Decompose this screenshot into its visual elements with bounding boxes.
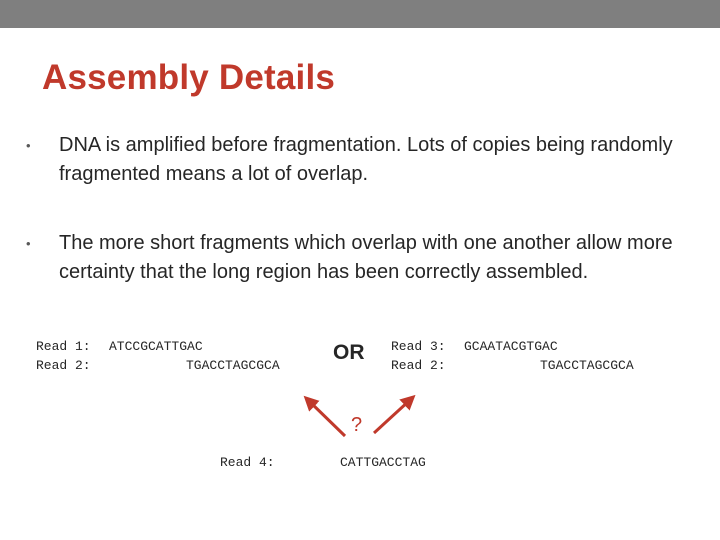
read4-sequence: CATTGACCTAG (340, 455, 426, 470)
read4-label: Read 4: (220, 455, 275, 470)
bullet-marker: • (26, 236, 31, 251)
read1-sequence: ATCCGCATTGAC (109, 339, 203, 354)
read2-label-right: Read 2: (391, 358, 446, 373)
bullet-item (26, 131, 686, 189)
read3-label: Read 3: (391, 339, 446, 354)
read2-label: Read 2: (36, 358, 91, 373)
arrow-left (309, 401, 345, 436)
bullet-item (26, 229, 686, 287)
bullet-marker: • (26, 138, 31, 153)
top-band (0, 0, 720, 28)
read2-sequence: TGACCTAGCGCA (186, 358, 280, 373)
question-mark: ? (351, 414, 363, 436)
slide-title: Assembly Details (42, 58, 336, 97)
read3-sequence: GCAATACGTGAC (464, 339, 558, 354)
or-label: OR (333, 341, 365, 364)
arrow-right (374, 400, 410, 433)
bullet-text: The more short fragments which overlap with one another allow more certainty that the long region has been correctly assembled. (59, 232, 673, 283)
read1-label: Read 1: (36, 339, 91, 354)
read2-sequence-right: TGACCTAGCGCA (540, 358, 634, 373)
bullet-text: DNA is amplified before fragmentation. Lots of copies being randomly fragmented means a lot of overlap. (59, 134, 673, 185)
